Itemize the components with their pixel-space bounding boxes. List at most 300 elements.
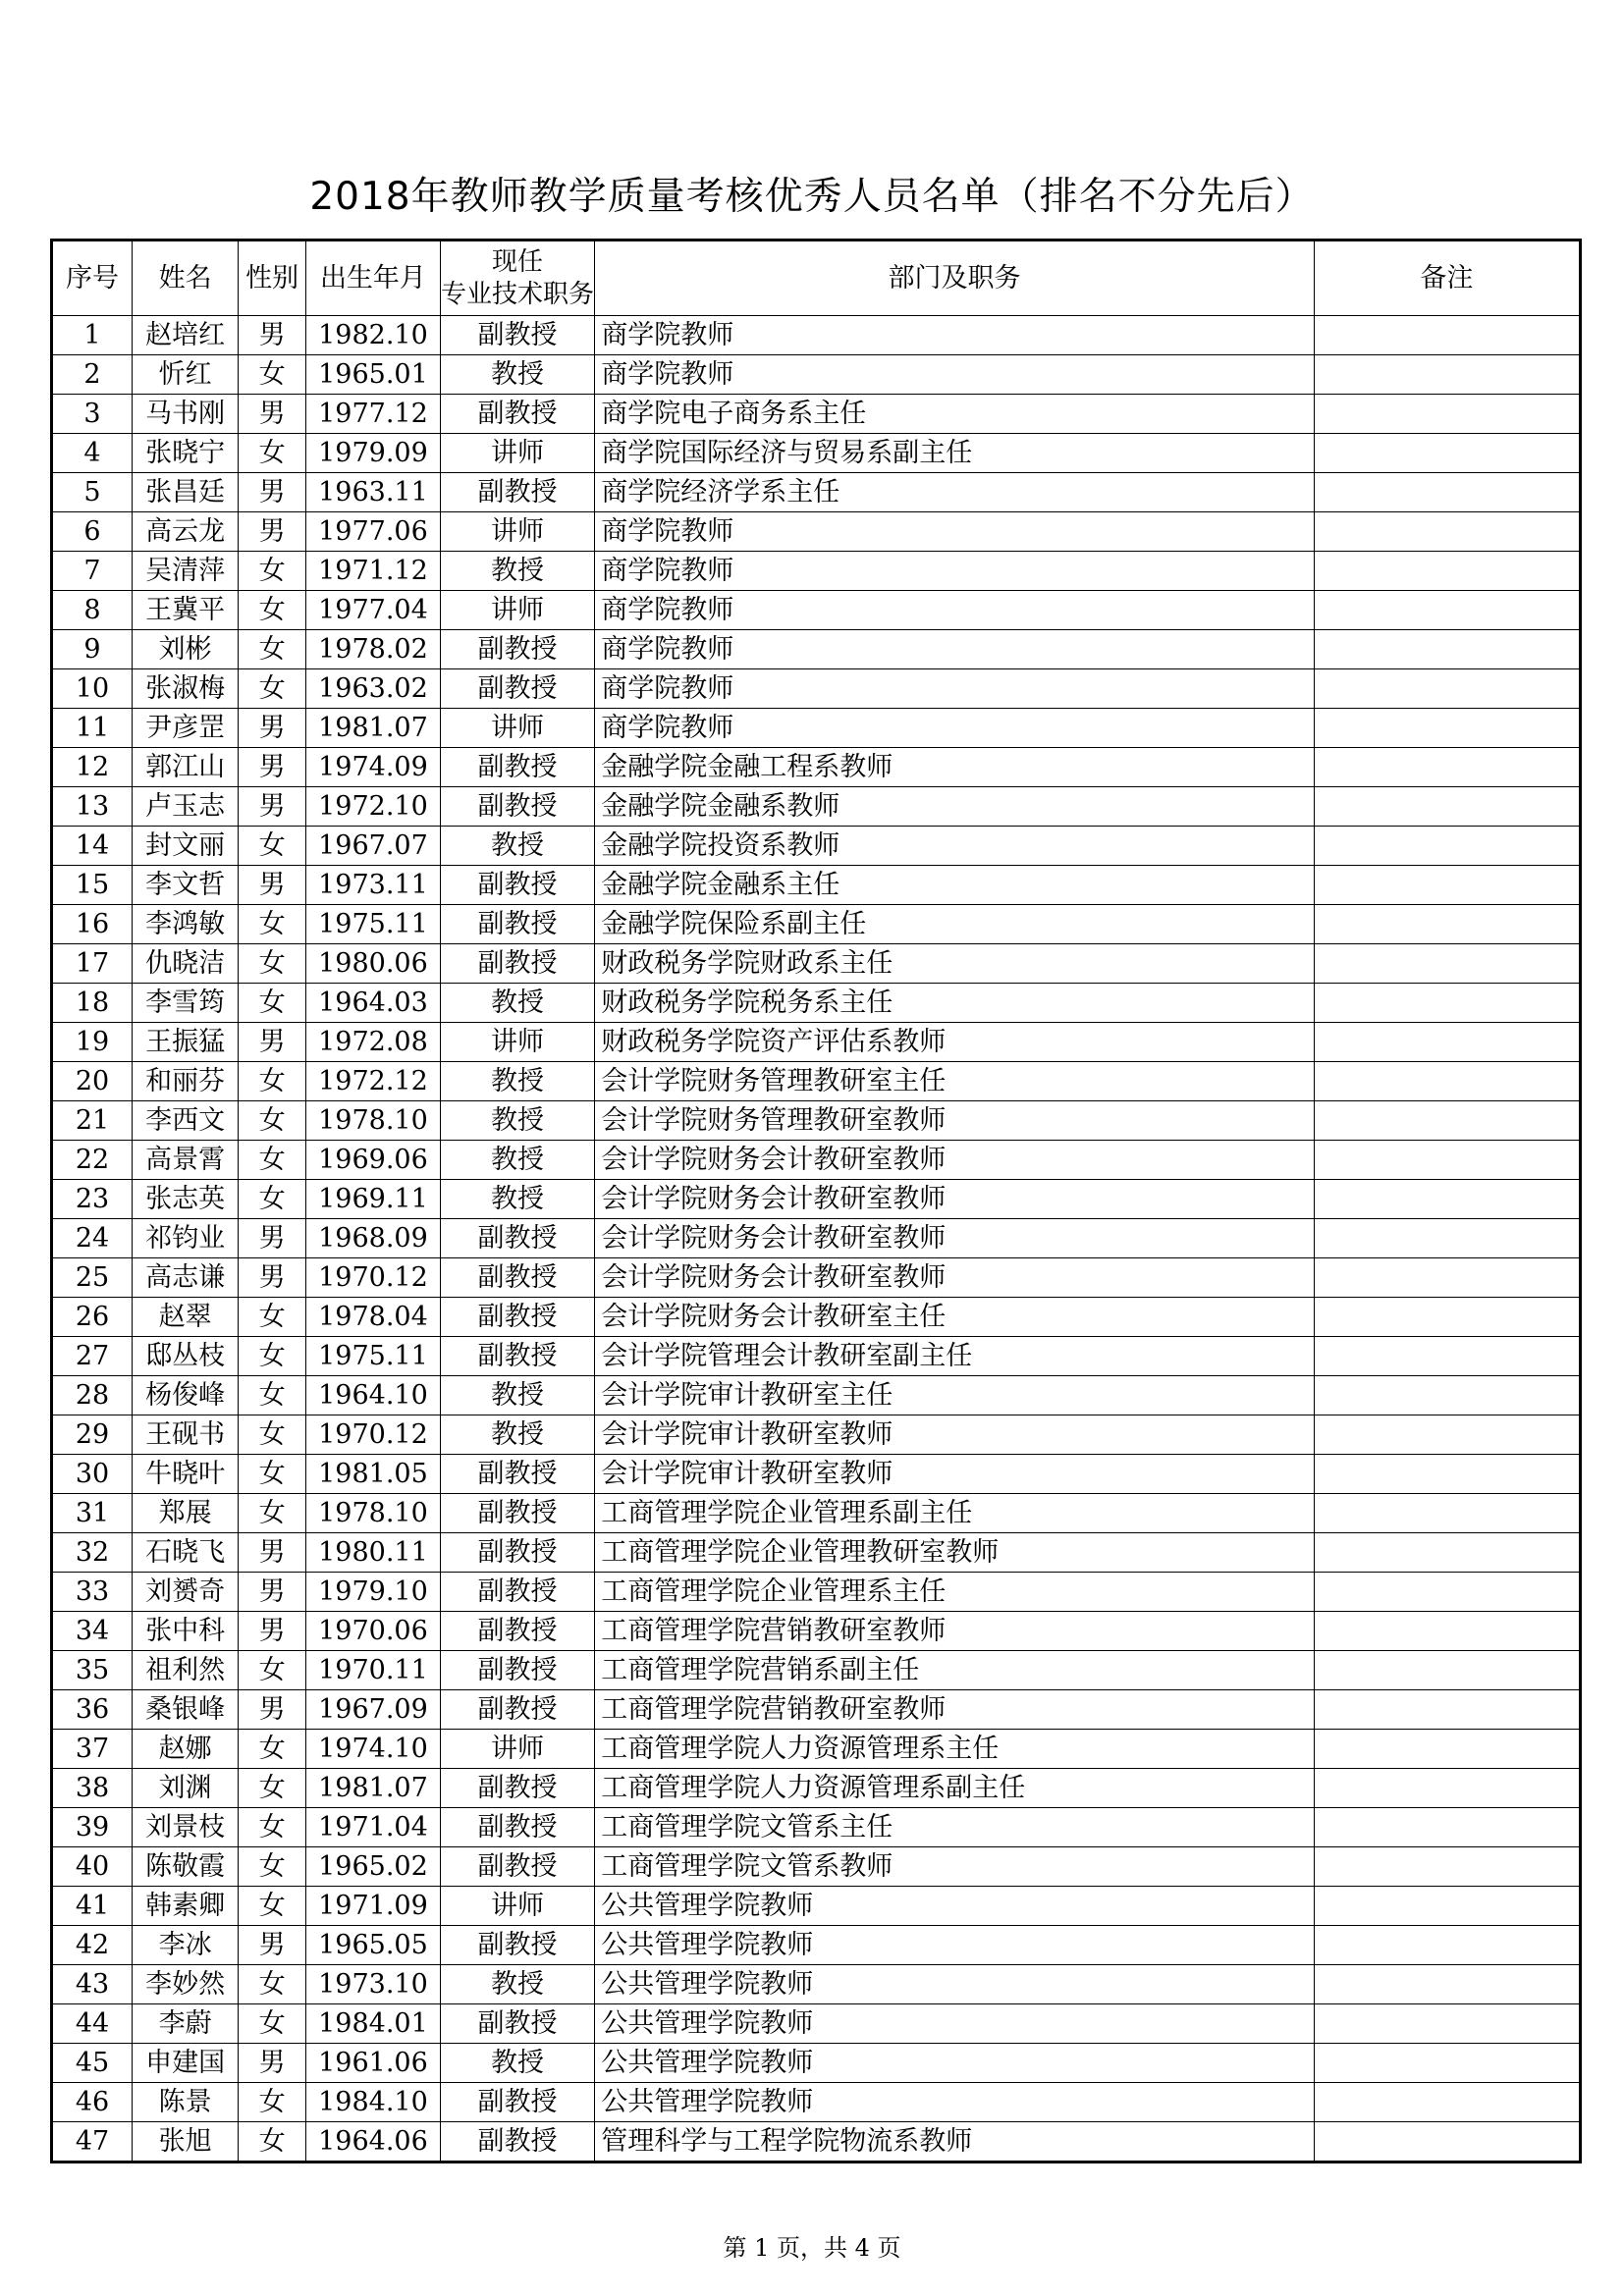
cell-name: 韩素卿 <box>133 1887 239 1926</box>
cell-no: 13 <box>52 787 133 827</box>
cell-title: 教授 <box>440 984 594 1023</box>
cell-sex: 女 <box>239 591 306 630</box>
cell-dept: 财政税务学院税务系主任 <box>595 984 1315 1023</box>
cell-sex: 女 <box>239 1141 306 1180</box>
cell-no: 38 <box>52 1769 133 1808</box>
cell-no: 31 <box>52 1494 133 1533</box>
cell-sex: 男 <box>239 316 306 355</box>
table-row <box>52 1769 1581 1808</box>
table-row <box>52 1926 1581 1965</box>
cell-sex: 男 <box>239 1612 306 1651</box>
cell-sex: 男 <box>239 2044 306 2083</box>
cell-dept: 会计学院审计教研室主任 <box>595 1376 1315 1415</box>
cell-birth: 1963.11 <box>306 473 441 512</box>
cell-dept: 会计学院管理会计教研室副主任 <box>595 1337 1315 1376</box>
cell-no: 45 <box>52 2044 133 2083</box>
cell-sex: 男 <box>239 473 306 512</box>
cell-dept: 公共管理学院教师 <box>595 1965 1315 2004</box>
cell-no: 6 <box>52 512 133 552</box>
cell-sex: 女 <box>239 2122 306 2163</box>
table-row <box>52 2122 1581 2163</box>
cell-no: 24 <box>52 1219 133 1258</box>
table-row <box>52 1887 1581 1926</box>
cell-name: 杨俊峰 <box>133 1376 239 1415</box>
cell-note <box>1314 473 1580 512</box>
cell-note <box>1314 1926 1580 1965</box>
cell-sex: 女 <box>239 1769 306 1808</box>
cell-note <box>1314 905 1580 944</box>
table-row <box>52 944 1581 984</box>
cell-sex: 女 <box>239 552 306 591</box>
cell-name: 石晓飞 <box>133 1533 239 1573</box>
cell-dept: 商学院教师 <box>595 355 1315 395</box>
cell-title: 副教授 <box>440 1455 594 1494</box>
cell-note <box>1314 1651 1580 1690</box>
cell-note <box>1314 2044 1580 2083</box>
cell-note <box>1314 1337 1580 1376</box>
cell-birth: 1979.10 <box>306 1573 441 1612</box>
cell-title: 副教授 <box>440 2004 594 2044</box>
table-row <box>52 2004 1581 2044</box>
cell-birth: 1978.10 <box>306 1101 441 1141</box>
table-row <box>52 1415 1581 1455</box>
cell-name: 牛晓叶 <box>133 1455 239 1494</box>
cell-name: 张淑梅 <box>133 669 239 709</box>
cell-name: 尹彦罡 <box>133 709 239 748</box>
cell-sex: 男 <box>239 787 306 827</box>
cell-title: 教授 <box>440 1180 594 1219</box>
cell-name: 张昌廷 <box>133 473 239 512</box>
cell-note <box>1314 1258 1580 1298</box>
cell-sex: 男 <box>239 866 306 905</box>
table-row <box>52 1612 1581 1651</box>
cell-title: 教授 <box>440 552 594 591</box>
cell-note <box>1314 1573 1580 1612</box>
cell-name: 李妙然 <box>133 1965 239 2004</box>
cell-note <box>1314 1690 1580 1730</box>
cell-note <box>1314 512 1580 552</box>
cell-dept: 金融学院金融系教师 <box>595 787 1315 827</box>
cell-dept: 商学院教师 <box>595 630 1315 669</box>
cell-sex: 女 <box>239 1180 306 1219</box>
cell-title: 教授 <box>440 355 594 395</box>
cell-sex: 男 <box>239 1023 306 1062</box>
cell-name: 李文哲 <box>133 866 239 905</box>
document-title: 2018年教师教学质量考核优秀人员名单（排名不分先后） <box>309 175 1315 219</box>
header-dept: 部门及职务 <box>595 240 1315 316</box>
cell-birth: 1970.12 <box>306 1415 441 1455</box>
cell-birth: 1973.10 <box>306 1965 441 2004</box>
cell-dept: 商学院教师 <box>595 709 1315 748</box>
cell-sex: 女 <box>239 1337 306 1376</box>
table-row <box>52 984 1581 1023</box>
cell-sex: 男 <box>239 1573 306 1612</box>
cell-title: 副教授 <box>440 748 594 787</box>
table-row <box>52 1180 1581 1219</box>
cell-sex: 女 <box>239 1455 306 1494</box>
cell-dept: 商学院教师 <box>595 512 1315 552</box>
cell-name: 张晓宁 <box>133 434 239 473</box>
cell-note <box>1314 1533 1580 1573</box>
cell-dept: 公共管理学院教师 <box>595 1887 1315 1926</box>
cell-dept: 金融学院投资系教师 <box>595 827 1315 866</box>
cell-note <box>1314 984 1580 1023</box>
cell-note <box>1314 2004 1580 2044</box>
cell-name: 郭江山 <box>133 748 239 787</box>
cell-note <box>1314 1612 1580 1651</box>
cell-birth: 1975.11 <box>306 905 441 944</box>
cell-note <box>1314 591 1580 630</box>
cell-birth: 1981.05 <box>306 1455 441 1494</box>
cell-sex: 女 <box>239 1062 306 1101</box>
cell-note <box>1314 1415 1580 1455</box>
cell-dept: 会计学院财务会计教研室教师 <box>595 1180 1315 1219</box>
cell-name: 刘渊 <box>133 1769 239 1808</box>
cell-title: 副教授 <box>440 1690 594 1730</box>
cell-name: 祖利然 <box>133 1651 239 1690</box>
cell-sex: 女 <box>239 1651 306 1690</box>
cell-sex: 女 <box>239 1415 306 1455</box>
cell-name: 赵娜 <box>133 1730 239 1769</box>
cell-dept: 工商管理学院营销教研室教师 <box>595 1612 1315 1651</box>
cell-no: 10 <box>52 669 133 709</box>
honor-roll-table <box>50 239 1582 2163</box>
cell-birth: 1970.06 <box>306 1612 441 1651</box>
cell-sex: 男 <box>239 1533 306 1573</box>
cell-note <box>1314 1219 1580 1258</box>
cell-sex: 男 <box>239 748 306 787</box>
cell-title: 副教授 <box>440 2083 594 2122</box>
cell-title: 副教授 <box>440 1494 594 1533</box>
table-row <box>52 316 1581 355</box>
cell-title: 教授 <box>440 1141 594 1180</box>
table-header <box>52 240 1581 316</box>
cell-no: 18 <box>52 984 133 1023</box>
cell-name: 仇晓洁 <box>133 944 239 984</box>
cell-sex: 女 <box>239 1101 306 1141</box>
cell-birth: 1970.12 <box>306 1258 441 1298</box>
cell-birth: 1964.10 <box>306 1376 441 1415</box>
cell-title: 副教授 <box>440 787 594 827</box>
cell-birth: 1975.11 <box>306 1337 441 1376</box>
cell-title: 副教授 <box>440 316 594 355</box>
cell-dept: 工商管理学院人力资源管理系主任 <box>595 1730 1315 1769</box>
cell-title: 讲师 <box>440 1023 594 1062</box>
table-row <box>52 1808 1581 1847</box>
cell-sex: 女 <box>239 630 306 669</box>
cell-no: 36 <box>52 1690 133 1730</box>
cell-title: 副教授 <box>440 1258 594 1298</box>
cell-sex: 女 <box>239 827 306 866</box>
cell-dept: 商学院教师 <box>595 669 1315 709</box>
table-row <box>52 1965 1581 2004</box>
cell-note <box>1314 434 1580 473</box>
cell-dept: 商学院教师 <box>595 316 1315 355</box>
cell-birth: 1971.09 <box>306 1887 441 1926</box>
cell-name: 张中科 <box>133 1612 239 1651</box>
table-row <box>52 1298 1581 1337</box>
cell-title: 副教授 <box>440 473 594 512</box>
cell-note <box>1314 1101 1580 1141</box>
cell-dept: 金融学院金融工程系教师 <box>595 748 1315 787</box>
cell-birth: 1971.12 <box>306 552 441 591</box>
cell-sex: 女 <box>239 669 306 709</box>
cell-birth: 1981.07 <box>306 1769 441 1808</box>
cell-title: 副教授 <box>440 1612 594 1651</box>
cell-dept: 金融学院保险系副主任 <box>595 905 1315 944</box>
cell-title: 副教授 <box>440 669 594 709</box>
table-row <box>52 1730 1581 1769</box>
cell-title: 讲师 <box>440 1887 594 1926</box>
table-row <box>52 630 1581 669</box>
cell-title: 副教授 <box>440 1337 594 1376</box>
cell-note <box>1314 709 1580 748</box>
cell-birth: 1972.12 <box>306 1062 441 1101</box>
cell-note <box>1314 355 1580 395</box>
cell-sex: 男 <box>239 512 306 552</box>
cell-note <box>1314 669 1580 709</box>
cell-sex: 女 <box>239 944 306 984</box>
cell-no: 22 <box>52 1141 133 1180</box>
header-title-line1: 现任 <box>491 246 543 277</box>
cell-name: 赵翠 <box>133 1298 239 1337</box>
cell-birth: 1969.11 <box>306 1180 441 1219</box>
cell-title: 副教授 <box>440 1847 594 1887</box>
cell-name: 刘彬 <box>133 630 239 669</box>
cell-no: 12 <box>52 748 133 787</box>
cell-dept: 会计学院财务管理教研室主任 <box>595 1062 1315 1101</box>
cell-dept: 工商管理学院企业管理系副主任 <box>595 1494 1315 1533</box>
cell-birth: 1977.12 <box>306 395 441 434</box>
cell-no: 21 <box>52 1101 133 1141</box>
cell-note <box>1314 787 1580 827</box>
cell-name: 高志谦 <box>133 1258 239 1298</box>
cell-birth: 1974.09 <box>306 748 441 787</box>
cell-note <box>1314 552 1580 591</box>
cell-note <box>1314 944 1580 984</box>
table-row <box>52 1494 1581 1533</box>
cell-birth: 1964.03 <box>306 984 441 1023</box>
cell-name: 王冀平 <box>133 591 239 630</box>
cell-no: 40 <box>52 1847 133 1887</box>
cell-no: 46 <box>52 2083 133 2122</box>
cell-name: 吴清萍 <box>133 552 239 591</box>
cell-title: 副教授 <box>440 1769 594 1808</box>
cell-sex: 女 <box>239 2004 306 2044</box>
cell-title: 副教授 <box>440 1533 594 1573</box>
cell-no: 20 <box>52 1062 133 1101</box>
cell-name: 李冰 <box>133 1926 239 1965</box>
table-row <box>52 1651 1581 1690</box>
cell-name: 郑展 <box>133 1494 239 1533</box>
cell-sex: 女 <box>239 1298 306 1337</box>
cell-note <box>1314 1730 1580 1769</box>
cell-no: 4 <box>52 434 133 473</box>
cell-birth: 1972.10 <box>306 787 441 827</box>
table-row <box>52 1141 1581 1180</box>
table-row <box>52 748 1581 787</box>
cell-no: 17 <box>52 944 133 984</box>
cell-dept: 商学院教师 <box>595 591 1315 630</box>
table-row <box>52 1533 1581 1573</box>
cell-title: 副教授 <box>440 1651 594 1690</box>
cell-note <box>1314 1180 1580 1219</box>
table-row <box>52 434 1581 473</box>
cell-dept: 工商管理学院营销系副主任 <box>595 1651 1315 1690</box>
cell-name: 马书刚 <box>133 395 239 434</box>
cell-sex: 女 <box>239 1808 306 1847</box>
cell-sex: 女 <box>239 1965 306 2004</box>
cell-no: 16 <box>52 905 133 944</box>
cell-birth: 1965.01 <box>306 355 441 395</box>
cell-dept: 工商管理学院文管系主任 <box>595 1808 1315 1847</box>
table-row <box>52 1023 1581 1062</box>
cell-birth: 1968.09 <box>306 1219 441 1258</box>
cell-dept: 会计学院财务管理教研室教师 <box>595 1101 1315 1141</box>
cell-note <box>1314 1808 1580 1847</box>
cell-dept: 商学院经济学系主任 <box>595 473 1315 512</box>
cell-sex: 女 <box>239 434 306 473</box>
cell-title: 讲师 <box>440 709 594 748</box>
cell-birth: 1963.02 <box>306 669 441 709</box>
table-row <box>52 473 1581 512</box>
cell-sex: 女 <box>239 1494 306 1533</box>
cell-name: 刘景枝 <box>133 1808 239 1847</box>
table-row <box>52 905 1581 944</box>
table-row <box>52 1258 1581 1298</box>
cell-name: 申建国 <box>133 2044 239 2083</box>
cell-name: 李蔚 <box>133 2004 239 2044</box>
cell-dept: 公共管理学院教师 <box>595 2044 1315 2083</box>
cell-name: 陈敬霞 <box>133 1847 239 1887</box>
cell-dept: 工商管理学院人力资源管理系副主任 <box>595 1769 1315 1808</box>
table-body <box>52 316 1581 2163</box>
cell-name: 高云龙 <box>133 512 239 552</box>
cell-name: 刘赟奇 <box>133 1573 239 1612</box>
cell-birth: 1964.06 <box>306 2122 441 2163</box>
table-row <box>52 787 1581 827</box>
table-row <box>52 2044 1581 2083</box>
cell-title: 副教授 <box>440 944 594 984</box>
cell-title: 副教授 <box>440 905 594 944</box>
cell-dept: 会计学院财务会计教研室教师 <box>595 1219 1315 1258</box>
cell-no: 37 <box>52 1730 133 1769</box>
table-row <box>52 591 1581 630</box>
cell-dept: 会计学院财务会计教研室教师 <box>595 1141 1315 1180</box>
cell-name: 李雪筠 <box>133 984 239 1023</box>
cell-note <box>1314 827 1580 866</box>
cell-no: 44 <box>52 2004 133 2044</box>
cell-birth: 1972.08 <box>306 1023 441 1062</box>
cell-title: 副教授 <box>440 1573 594 1612</box>
cell-name: 封文丽 <box>133 827 239 866</box>
cell-birth: 1980.11 <box>306 1533 441 1573</box>
cell-no: 2 <box>52 355 133 395</box>
cell-dept: 工商管理学院企业管理教研室教师 <box>595 1533 1315 1573</box>
cell-birth: 1984.01 <box>306 2004 441 2044</box>
cell-name: 忻红 <box>133 355 239 395</box>
cell-title: 讲师 <box>440 512 594 552</box>
cell-dept: 管理科学与工程学院物流系教师 <box>595 2122 1315 2163</box>
table-row <box>52 1455 1581 1494</box>
cell-note <box>1314 2122 1580 2163</box>
cell-no: 14 <box>52 827 133 866</box>
cell-note <box>1314 1298 1580 1337</box>
cell-dept: 财政税务学院财政系主任 <box>595 944 1315 984</box>
table-row <box>52 1847 1581 1887</box>
table-row <box>52 709 1581 748</box>
cell-note <box>1314 1141 1580 1180</box>
cell-birth: 1977.04 <box>306 591 441 630</box>
cell-sex: 女 <box>239 1730 306 1769</box>
cell-dept: 公共管理学院教师 <box>595 2004 1315 2044</box>
cell-dept: 商学院电子商务系主任 <box>595 395 1315 434</box>
cell-name: 李鸿敏 <box>133 905 239 944</box>
cell-note <box>1314 1455 1580 1494</box>
table-row <box>52 355 1581 395</box>
cell-sex: 男 <box>239 1219 306 1258</box>
cell-no: 23 <box>52 1180 133 1219</box>
cell-no: 1 <box>52 316 133 355</box>
cell-note <box>1314 1376 1580 1415</box>
cell-name: 高景霄 <box>133 1141 239 1180</box>
cell-sex: 男 <box>239 1926 306 1965</box>
cell-sex: 女 <box>239 355 306 395</box>
cell-no: 11 <box>52 709 133 748</box>
cell-sex: 男 <box>239 1258 306 1298</box>
cell-title: 讲师 <box>440 1730 594 1769</box>
cell-title: 副教授 <box>440 1926 594 1965</box>
cell-title: 讲师 <box>440 434 594 473</box>
table-row <box>52 669 1581 709</box>
cell-birth: 1967.07 <box>306 827 441 866</box>
cell-note <box>1314 630 1580 669</box>
cell-sex: 男 <box>239 395 306 434</box>
table-row <box>52 1337 1581 1376</box>
cell-no: 28 <box>52 1376 133 1415</box>
cell-birth: 1978.04 <box>306 1298 441 1337</box>
cell-no: 19 <box>52 1023 133 1062</box>
cell-name: 邸丛枝 <box>133 1337 239 1376</box>
cell-no: 7 <box>52 552 133 591</box>
cell-note <box>1314 1847 1580 1887</box>
cell-note <box>1314 2083 1580 2122</box>
cell-title: 教授 <box>440 1965 594 2004</box>
cell-birth: 1974.10 <box>306 1730 441 1769</box>
cell-birth: 1970.11 <box>306 1651 441 1690</box>
cell-no: 35 <box>52 1651 133 1690</box>
cell-sex: 男 <box>239 1690 306 1730</box>
cell-birth: 1961.06 <box>306 2044 441 2083</box>
cell-birth: 1971.04 <box>306 1808 441 1847</box>
cell-title: 副教授 <box>440 395 594 434</box>
cell-birth: 1977.06 <box>306 512 441 552</box>
cell-name: 王振猛 <box>133 1023 239 1062</box>
cell-no: 39 <box>52 1808 133 1847</box>
table-row <box>52 866 1581 905</box>
cell-note <box>1314 1494 1580 1533</box>
cell-dept: 会计学院财务会计教研室主任 <box>595 1298 1315 1337</box>
header-birth: 出生年月 <box>306 240 441 316</box>
cell-note <box>1314 1062 1580 1101</box>
table-row <box>52 1101 1581 1141</box>
cell-name: 祁钧业 <box>133 1219 239 1258</box>
cell-sex: 女 <box>239 905 306 944</box>
cell-birth: 1981.07 <box>306 709 441 748</box>
cell-name: 王砚书 <box>133 1415 239 1455</box>
cell-sex: 女 <box>239 2083 306 2122</box>
cell-no: 27 <box>52 1337 133 1376</box>
